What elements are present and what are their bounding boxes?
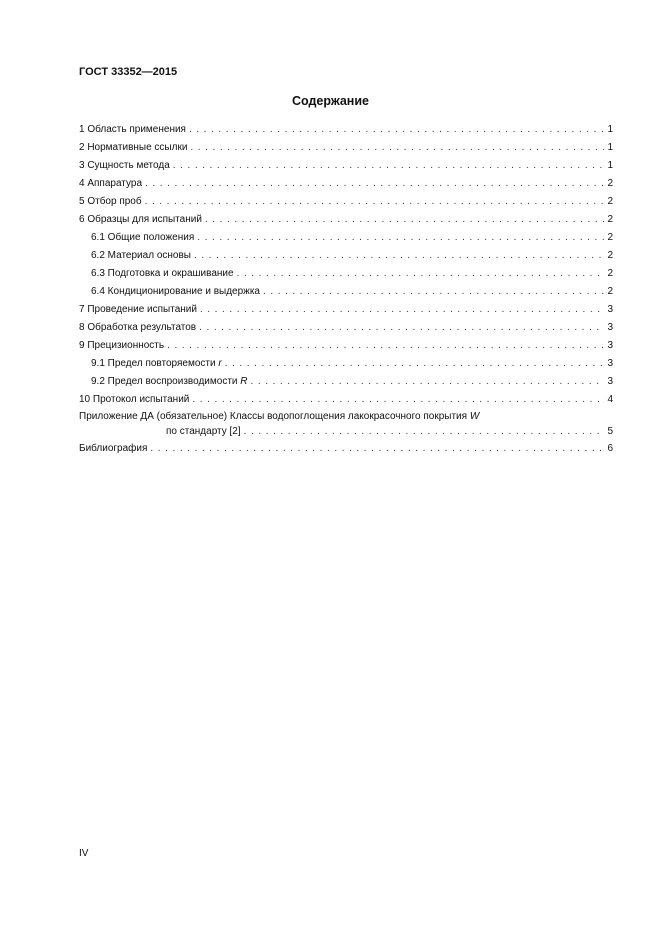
dot-leader <box>150 440 604 458</box>
page-number: 2 <box>607 250 613 261</box>
page-number: 2 <box>607 196 613 207</box>
toc-entry-10[interactable]: 10 Протокол испытаний . . . 4 <box>79 391 613 409</box>
page-number: 1 <box>607 160 613 171</box>
toc-entry-9-2[interactable]: 9.2 Предел воспроизводимости R . . . 3 <box>79 373 613 391</box>
page-number: 6 <box>607 443 613 454</box>
page-number: 3 <box>607 376 613 387</box>
symbol-R: R <box>240 376 248 387</box>
dot-leader <box>145 193 605 211</box>
dot-leader <box>190 139 604 157</box>
page-number: 1 <box>607 142 613 153</box>
standard-number: ГОСТ 33352—2015 <box>79 66 178 78</box>
toc-entry-9[interactable]: 9 Прецизионность . . . 3 <box>79 337 613 355</box>
dot-leader <box>225 355 605 373</box>
dot-leader <box>145 175 604 193</box>
page-number: 3 <box>607 340 613 351</box>
toc-entry-appendix[interactable]: Приложение ДА (обязательное) Классы водопоглощения лакокрасочного покрытия W по стандарту [2] . . . 5 <box>79 409 613 440</box>
page-number: 3 <box>607 358 613 369</box>
toc-entry-6-4[interactable]: 6.4 Кондиционирование и выдержка . . . 2 <box>79 283 613 301</box>
toc-entry-6-1[interactable]: 6.1 Общие положения . . . 2 <box>79 229 613 247</box>
page-number: 1 <box>607 124 613 135</box>
dot-leader <box>167 337 604 355</box>
page-title: Содержание <box>291 94 369 108</box>
toc-entry-6-3[interactable]: 6.3 Подготовка и окрашивание . . . 2 <box>79 265 613 283</box>
dot-leader <box>244 424 605 440</box>
page-number: 3 <box>607 322 613 333</box>
table-of-contents <box>79 121 613 458</box>
page-number: 2 <box>607 268 613 279</box>
dot-leader <box>205 211 605 229</box>
toc-entry-1[interactable]: 1 Область применения . . . 1 <box>79 121 613 139</box>
toc-entry-7[interactable]: 7 Проведение испытаний . . . 3 <box>79 301 613 319</box>
page-folio: IV <box>79 848 89 859</box>
dot-leader <box>194 247 604 265</box>
page-number: 3 <box>607 304 613 315</box>
dot-leader <box>197 229 604 247</box>
dot-leader <box>189 121 604 139</box>
toc-entry-8[interactable]: 8 Обработка результатов . . . 3 <box>79 319 613 337</box>
symbol-W: W <box>469 411 480 422</box>
toc-entry-9-1[interactable]: 9.1 Предел повторяемости r . . . 3 <box>79 355 613 373</box>
dot-leader <box>237 265 605 283</box>
toc-entry-2[interactable]: 2 Нормативные ссылки . . . 1 <box>79 139 613 157</box>
page-number: 5 <box>607 426 613 437</box>
toc-entry-6[interactable]: 6 Образцы для испытаний . . . 2 <box>79 211 613 229</box>
toc-entry-4[interactable]: 4 Аппаратура . . . 2 <box>79 175 613 193</box>
symbol-r: r <box>218 358 222 369</box>
toc-entry-5[interactable]: 5 Отбор проб . . . 2 <box>79 193 613 211</box>
dot-leader <box>251 373 605 391</box>
page-number: 4 <box>607 394 613 405</box>
page-number: 2 <box>607 214 613 225</box>
dot-leader <box>200 301 604 319</box>
page-number: 2 <box>607 232 613 243</box>
toc-entry-6-2[interactable]: 6.2 Материал основы . . . 2 <box>79 247 613 265</box>
dot-leader <box>263 283 604 301</box>
dot-leader <box>173 157 605 175</box>
page-number: 2 <box>607 286 613 297</box>
toc-entry-3[interactable]: 3 Сущность метода . . . 1 <box>79 157 613 175</box>
dot-leader <box>192 391 604 409</box>
toc-entry-bibliography[interactable]: Библиография . . . 6 <box>79 440 613 458</box>
page-number: 2 <box>607 178 613 189</box>
dot-leader <box>199 319 604 337</box>
